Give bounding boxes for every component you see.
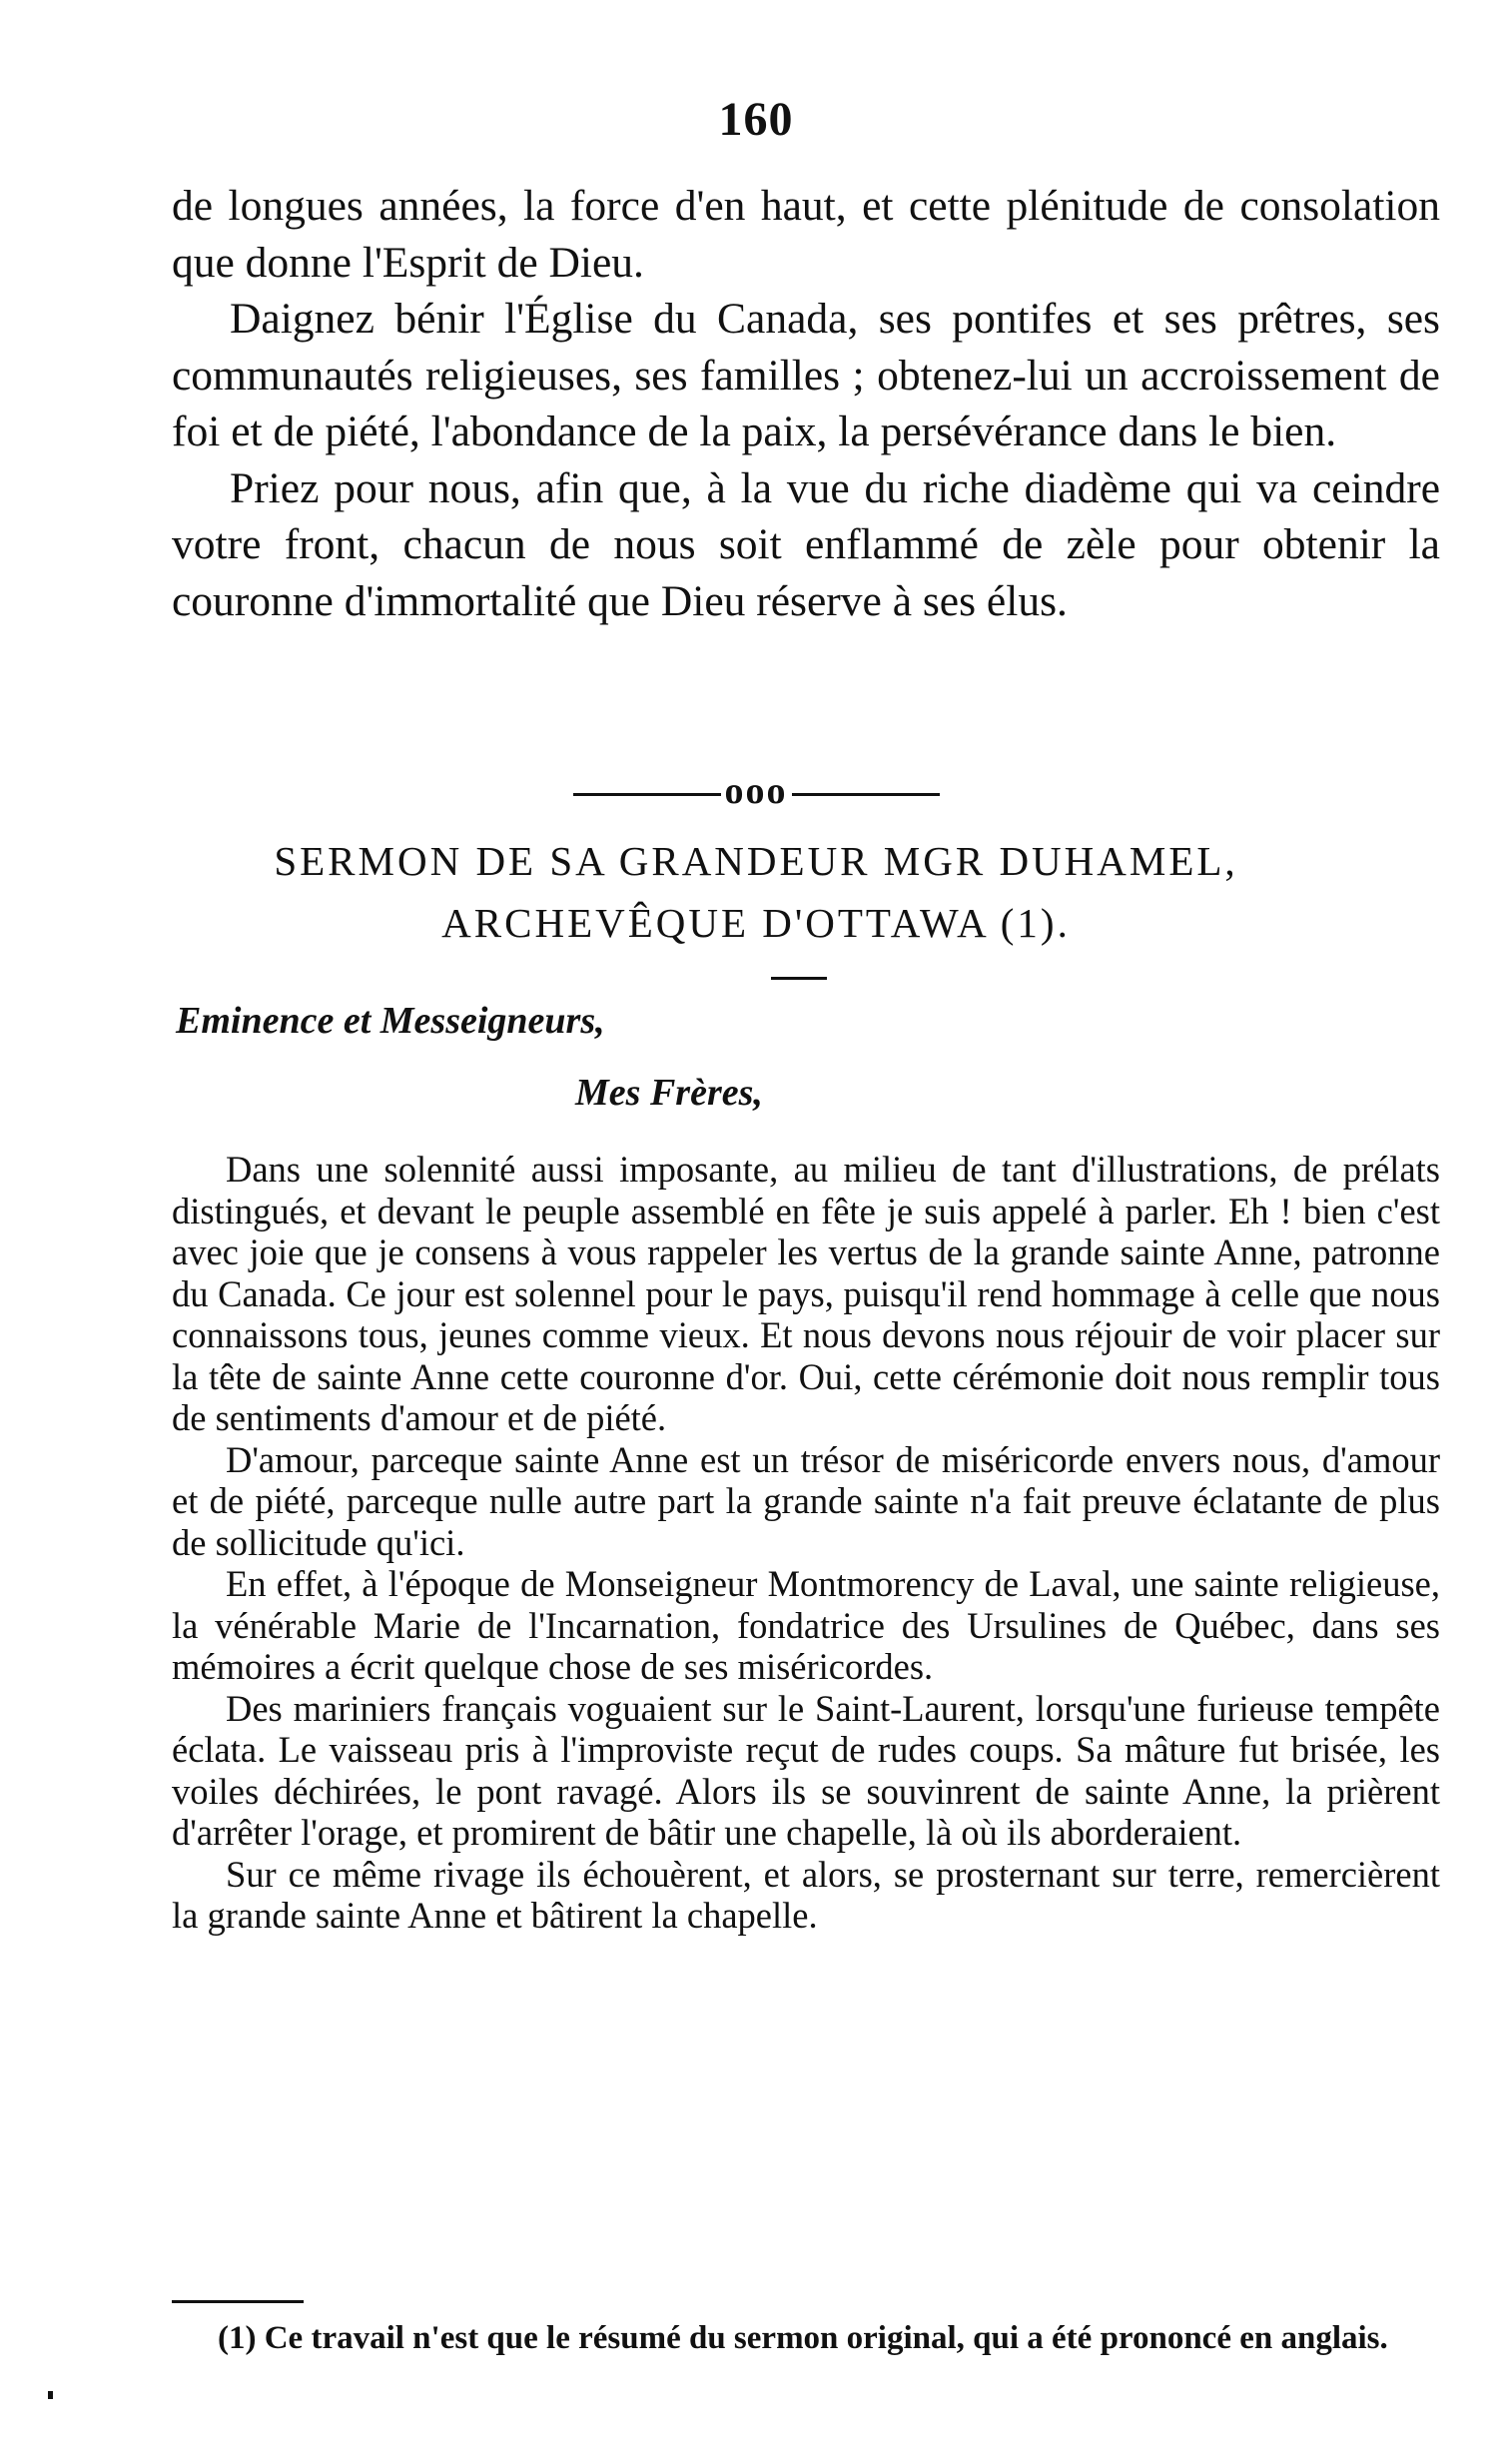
sermon-paragraph: Sur ce même rivage ils échouèrent, et alors, se prosternant sur terre, remercièrent la grande sainte Anne et bâtirent la chapelle. xyxy=(172,1853,1440,1936)
sermon-title-line1: SERMON DE SA GRANDEUR MGR DUHAMEL, xyxy=(274,838,1238,884)
sermon-paragraph: En effet, à l'époque de Monseigneur Montmorency de Laval, une sainte religieuse, la vénérable Marie de l'Incarnation, fondatrice des Ursulines de Québec, dans ses mémoires a écrit quelque chose de ses miséricordes. xyxy=(172,1563,1440,1687)
continuation-paragraph: Priez pour nous, afin que, à la vue du riche diadème qui va ceindre votre front, chacun de nous soit enflammé de zèle pour obtenir la couronne d'immortalité que Dieu réserve à ses élus. xyxy=(172,463,1440,625)
separator-dash-left xyxy=(573,793,721,796)
sermon-paragraph: Dans une solennité aussi imposante, au milieu de tant d'illustrations, de prélats distingués, et devant le peuple assemblé en fête je suis appelé à parler. Eh ! bien c'est avec joie que je consens à vous rappeler les vertus de la grande sainte Anne, patronne du Canada. Ce jour est solennel pour le pays, puisqu'il rend hommage à celle que nous connaissons tous, jeunes comme vieux. Et nous devons nous réjouir de voir placer sur la tête de sainte Anne cette couronne d'or. Oui, cette cérémonie doit nous remplir tous de sentiments d'amour et de piété. xyxy=(172,1149,1440,1438)
sermon-body xyxy=(172,1149,1440,1937)
salutation-eminence: Eminence et Messeigneurs, xyxy=(176,1000,605,1042)
separator-dash-right xyxy=(792,793,940,796)
separator-ornament: ooo xyxy=(724,770,788,812)
page-number: 160 xyxy=(718,93,794,146)
continuation-text xyxy=(172,178,1440,629)
continuation-paragraph: Daignez bénir l'Église du Canada, ses pontifes et ses prêtres, ses communautés religieuses, ses familles ; obtenez-lui un accroissement de foi et de piété, l'abondance de la paix, la persévérance dans le bien. xyxy=(172,295,1440,455)
section-separator xyxy=(0,769,1512,813)
salutation-brothers: Mes Frères, xyxy=(575,1072,763,1114)
sermon-paragraph: Des mariniers français voguaient sur le Saint-Laurent, lorsqu'une furieuse tempête éclata. Le vaisseau pris à l'improviste reçut de rudes coups. Sa mâture fut brisée, les voiles déchirées, le pont ravagé. Alors ils se souvinrent de sainte Anne, la prièrent d'arrêter l'orage, et promirent de bâtir une chapelle, là où ils aborderaient. xyxy=(172,1687,1440,1853)
sermon-title-line2: ARCHEVÊQUE D'OTTAWA (1). xyxy=(441,900,1071,946)
continuation-paragraph: de longues années, la force d'en haut, et cette plénitude de consolation que donne l'Esprit de Dieu. xyxy=(172,182,1440,287)
footnote-rule xyxy=(172,2300,304,2303)
title-rule xyxy=(771,977,827,980)
ink-speck xyxy=(48,2391,53,2399)
footnote: (1) Ce travail n'est que le résumé du sermon original, qui a été prononcé en anglais. xyxy=(218,2320,1388,2356)
sermon-paragraph: D'amour, parceque sainte Anne est un trésor de miséricorde envers nous, d'amour et de piété, parceque nulle autre part la grande sainte n'a fait preuve éclatante de plus de sollicitude qu'ici. xyxy=(172,1438,1440,1563)
